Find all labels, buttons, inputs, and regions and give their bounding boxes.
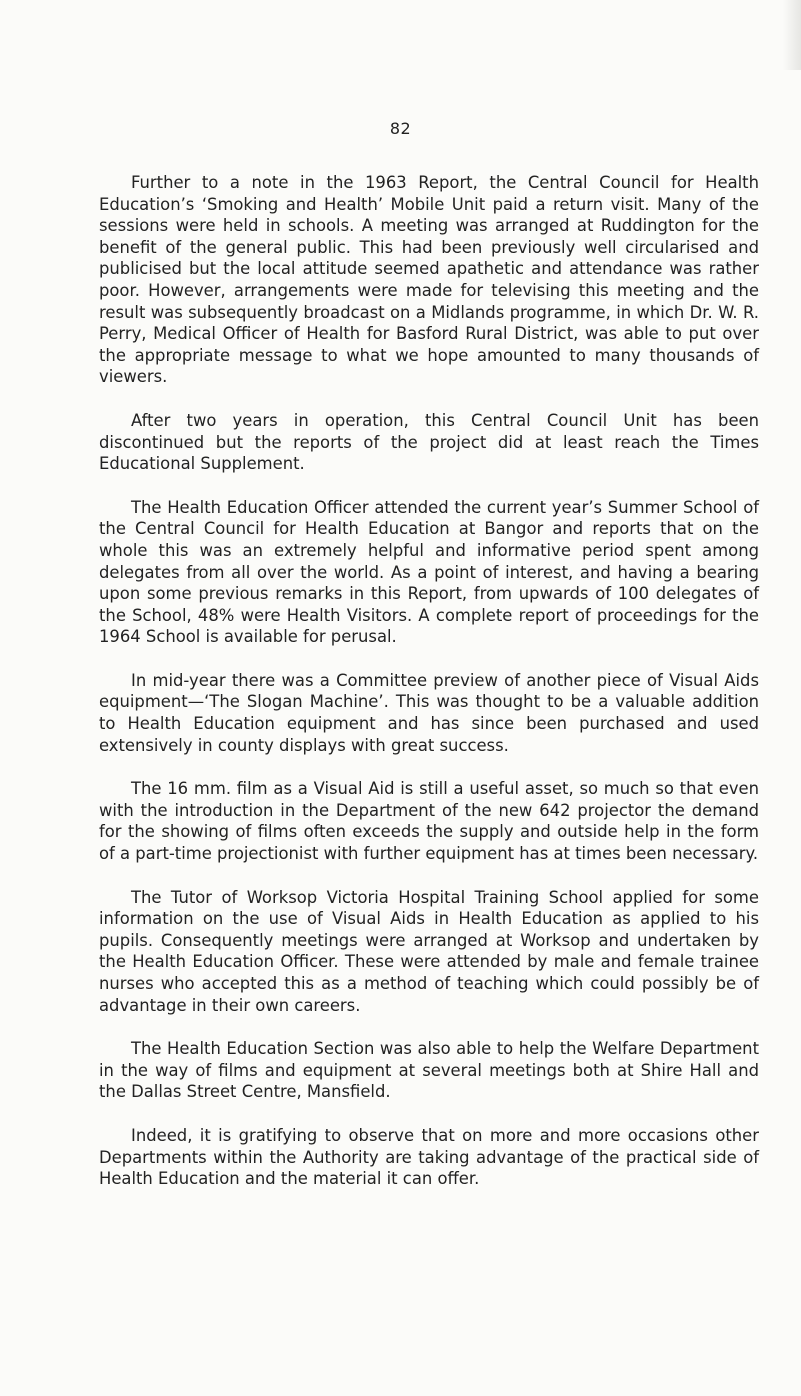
page-number: 82 — [389, 119, 412, 138]
paragraph-film-visual-aid: The 16 mm. film as a Visual Aid is still a useful asset, so much so that even with the introduction in the Department of the new 642 projector the demand for the showing of films often exceeds the supply and outside help in the form of a part-time projectionist with further equipment has at times been necessary. — [99, 779, 759, 864]
paragraph-worksop-hospital: The Tutor of Worksop Victoria Hospital Training School applied for some information on the use of Visual Aids in Health Education as applied to his pupils. Consequently meetings were arranged at Worksop and undertaken by the Health Education Officer. These were attended by male and female trainee nurses who accepted this as a method of teaching which could possibly be of advantage in their own careers. — [99, 887, 759, 1015]
paragraph-mobile-unit: Further to a note in the 1963 Report, the Central Council for Health Education’s ‘Smoking and Health’ Mobile Unit paid a return visit. Many of the sessions were held in schools. A meeting was arranged at Ruddington for the benefit of the general public. This had been previously well circularised and publicised but the local attitude seemed apathetic and attendance was rather poor. However, arrangements were made for televising this meeting and the result was subsequently broadcast on a Midlands programme, in which Dr. W. R. Perry, Medical Officer of Health for Basford Rural District, was able to put over the appropriate message to what we hope amounted to many thousands of viewers. — [99, 173, 759, 387]
paragraph-slogan-machine: In mid-year there was a Committee preview of another piece of Visual Aids equipment—‘The Slogan Machine’. This was thought to be a valuable addition to Health Education equipment and has since been purchased and used extensively in county displays with great success. — [99, 670, 759, 755]
paragraph-unit-discontinued: After two years in operation, this Central Council Unit has been discontinued but the reports of the project did at least reach the Times Educational Supplement. — [99, 410, 759, 474]
paragraph-summer-school: The Health Education Officer attended the current year’s Summer School of the Central Council for Health Education at Bangor and reports that on the whole this was an extremely helpful and informative period spent among delegates from all over the world. As a point of interest, and having a bearing upon some previous remarks in this Report, from upwards of 100 delegates of the School, 48% were Health Visitors. A complete report of proceedings for the 1964 School is available for perusal. — [99, 497, 759, 647]
paragraph-welfare-department: The Health Education Section was also able to help the Welfare Department in the way of films and equipment at several meetings both at Shire Hall and the Dallas Street Centre, Mansfield. — [99, 1039, 759, 1102]
scan-edge-shadow — [783, 0, 801, 70]
paragraph-other-departments: Indeed, it is gratifying to observe that on more and more occasions other Departments within the Authority are taking advantage of the practical side of Health Education and the material it can offer. — [99, 1125, 759, 1189]
body-text — [99, 172, 759, 1212]
